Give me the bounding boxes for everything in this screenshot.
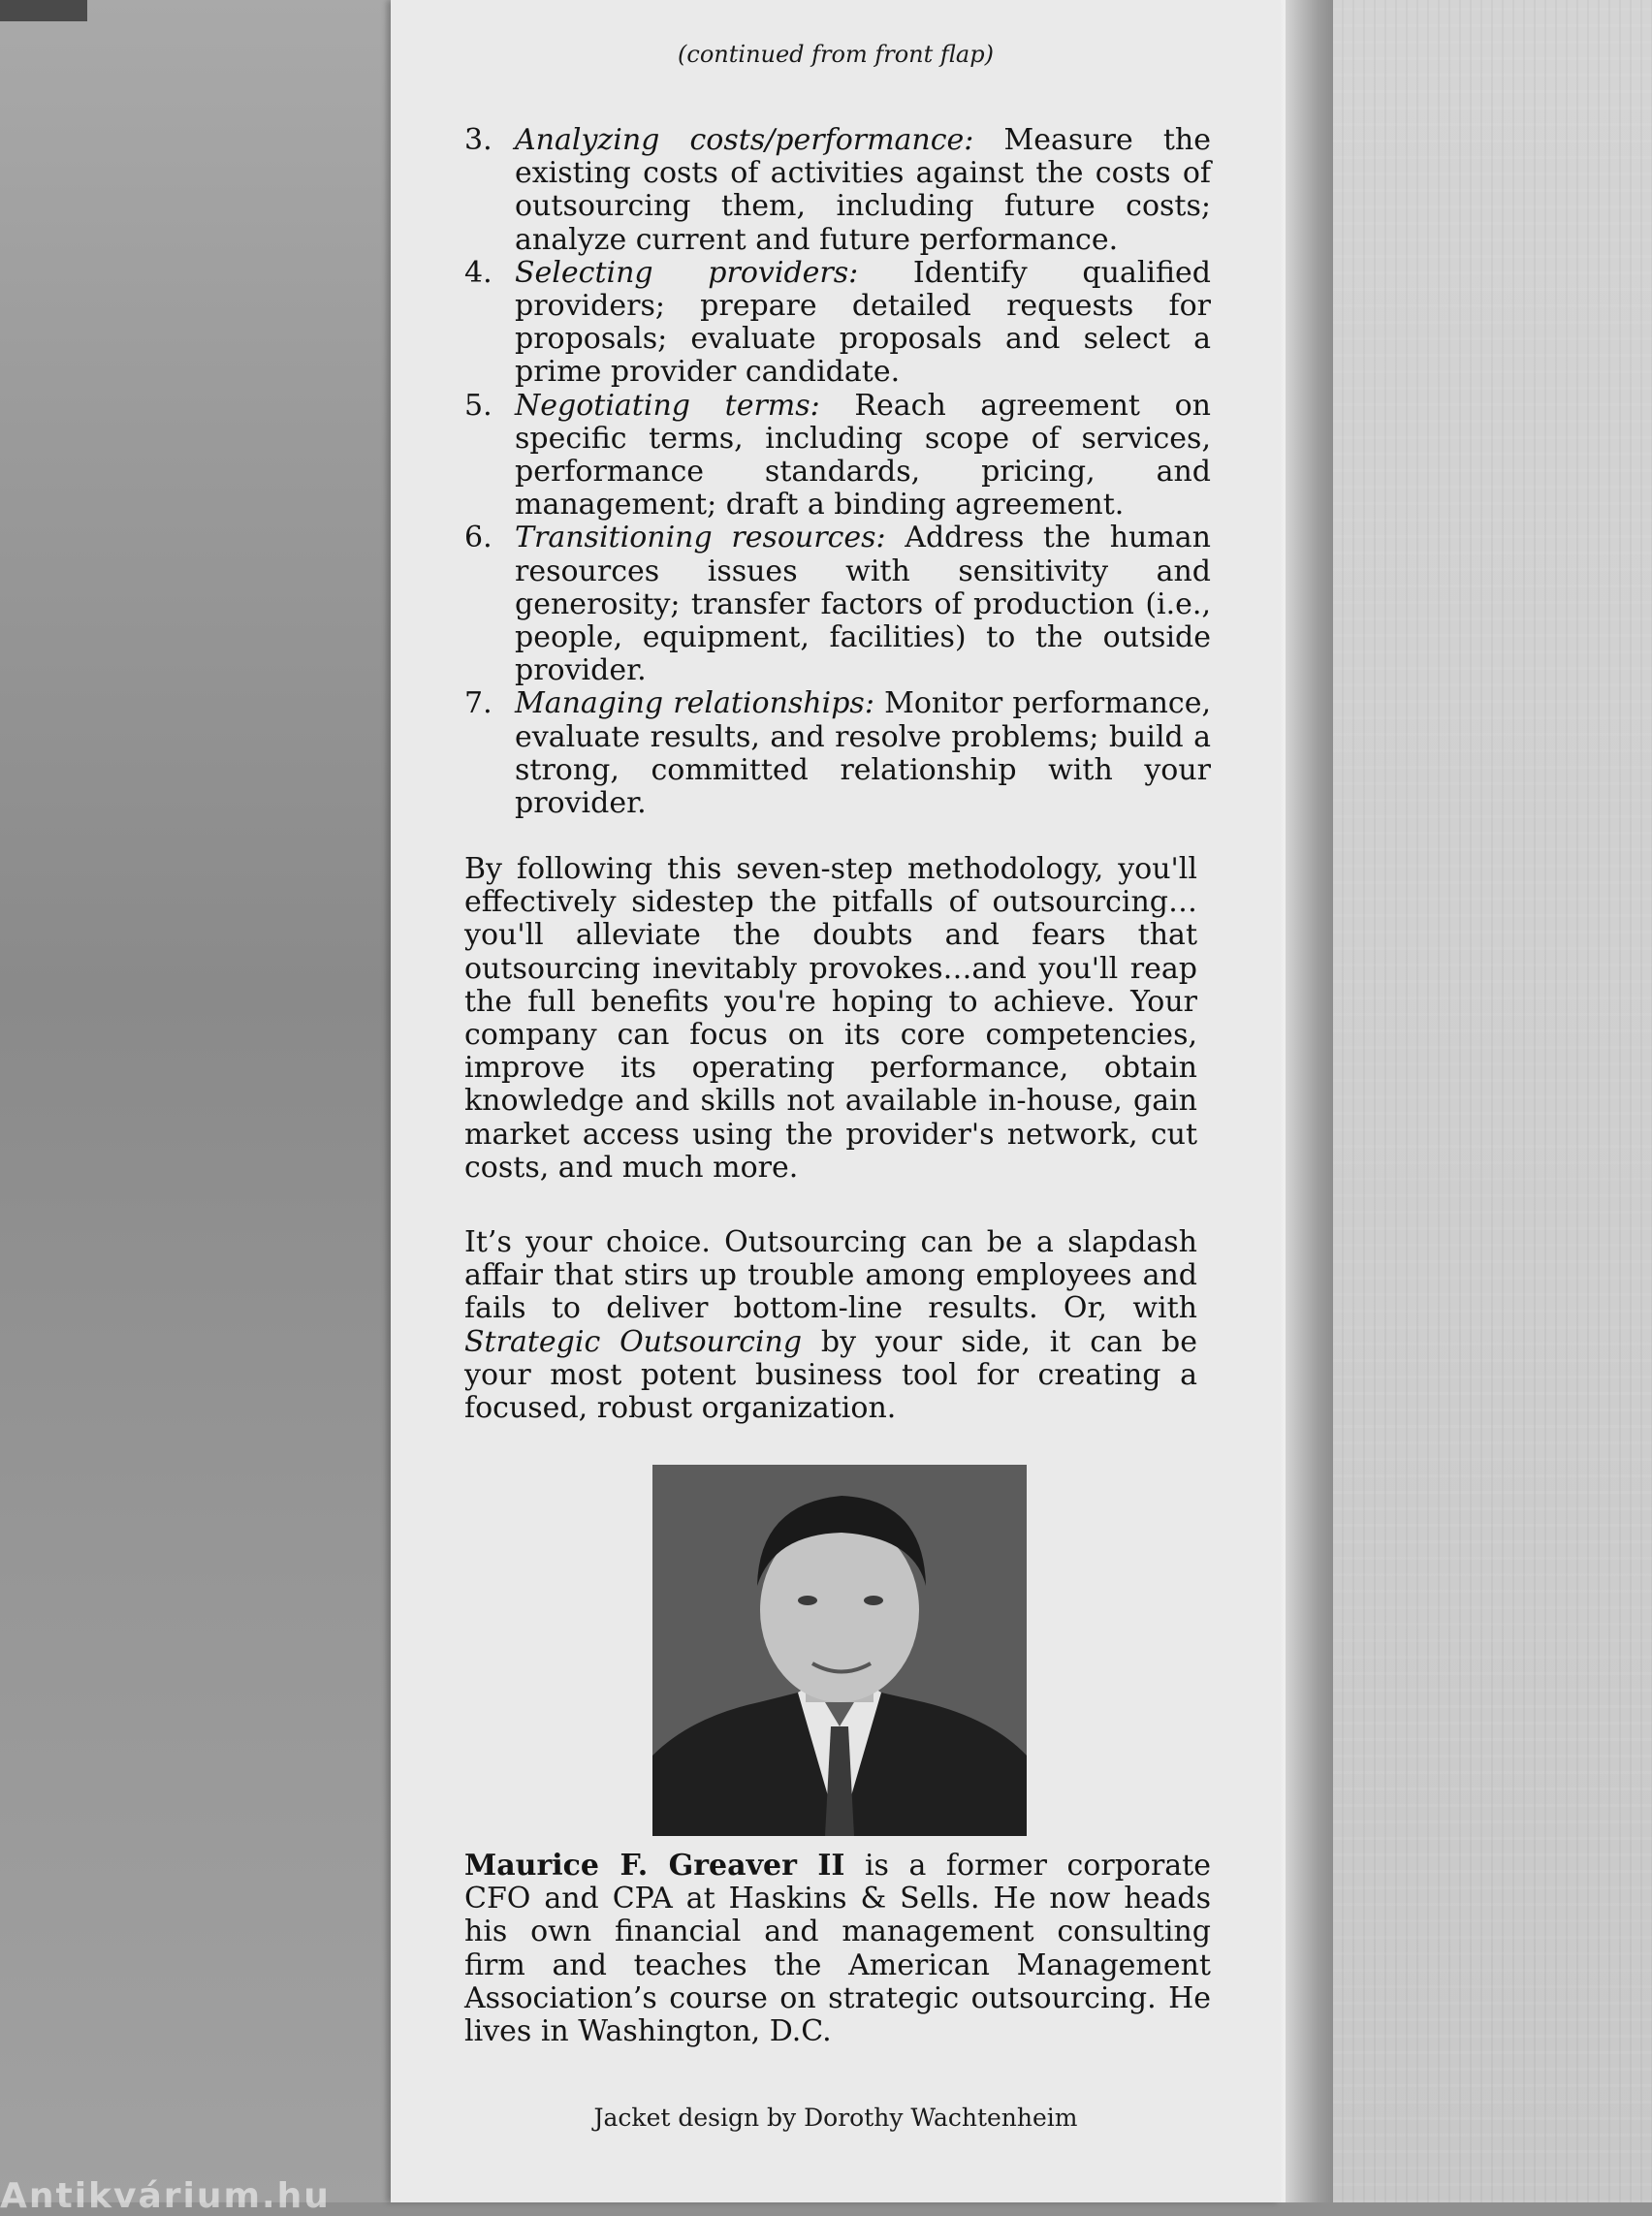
table-surface-left [0,0,397,2202]
flap-header: (continued from front flap) [678,41,994,68]
step-item [464,522,1211,687]
step-number: 5. [464,388,492,423]
step-number: 7. [464,686,492,721]
step-item [464,687,1211,820]
step-number: 4. [464,255,492,290]
step-text: Monitor performance, evaluate results, and resolve problems; build a strong, committed relationship with your provider. [515,686,1211,821]
author-name: Maurice F. Greaver II [464,1849,845,1883]
step-text: Address the human resources issues with sensitivity and generosity; transfer factors of production (i.e., people, equipment, facilities) to the outside provider. [515,521,1211,688]
step-item [464,390,1211,522]
step-title: Analyzing costs/performance: [515,123,974,157]
author-bio-paragraph [464,1850,1211,2048]
back-flap [391,0,1281,2202]
choice-paragraph [464,1226,1197,1425]
step-number: 6. [464,521,492,555]
step-title: Transitioning resources: [515,521,886,555]
step-text: Reach agreement on specific terms, including scope of services, performance standards, pricing, and management; draft a binding agreement. [515,388,1211,522]
choice-text-after: by your side, it can be your most potent business tool for creating a focused, robust organization. [464,1324,1197,1426]
step-title: Managing relationships: [515,686,874,721]
step-text: Identify qualified providers; prepare detailed requests for proposals; evaluate proposals and select a prime provider candidate. [515,255,1211,390]
dark-corner [0,0,87,21]
book-title: Strategic Outsourcing [464,1324,803,1359]
methodology-steps [464,124,1211,820]
step-title: Negotiating terms: [515,388,820,423]
step-text: Measure the existing costs of activities against the costs of outsourcing them, including future costs; analyze current and future performance. [515,123,1211,257]
jacket-credit: Jacket design by Dorothy Wachtenheim [593,2104,1078,2132]
author-photo [652,1465,1027,1836]
step-item [464,257,1211,390]
step-number: 3. [464,123,492,157]
summary-paragraph: By following this seven-step methodology, you'll effectively sidestep the pitfalls of outsourcing…you'll alleviate the doubts and fears that outsourcing inevitably provokes…and you'll reap the full benefits you're hoping to achieve. Your company can focus on its core competencies, improve its operating performance, obtain knowledge and skills not available in-house, gain market access using the provider's network, cut costs, and much more. [464,852,1197,1185]
step-item [464,124,1211,257]
choice-text-before: It’s your choice. Outsourcing can be a slapdash affair that stirs up trouble among employees and fails to deliver bottom-line results. Or, with [464,1225,1197,1326]
author-bio: is a former corporate CFO and CPA at Haskins & Sells. He now heads his own financial and management consulting firm and teaches the American Management Association’s course on strategic outsourcing. He lives in Washington, D.C. [464,1849,1211,2049]
watermark: Antikvárium.hu [0,2176,331,2216]
table-surface-right [1299,0,1652,2202]
step-title: Selecting providers: [515,255,859,290]
